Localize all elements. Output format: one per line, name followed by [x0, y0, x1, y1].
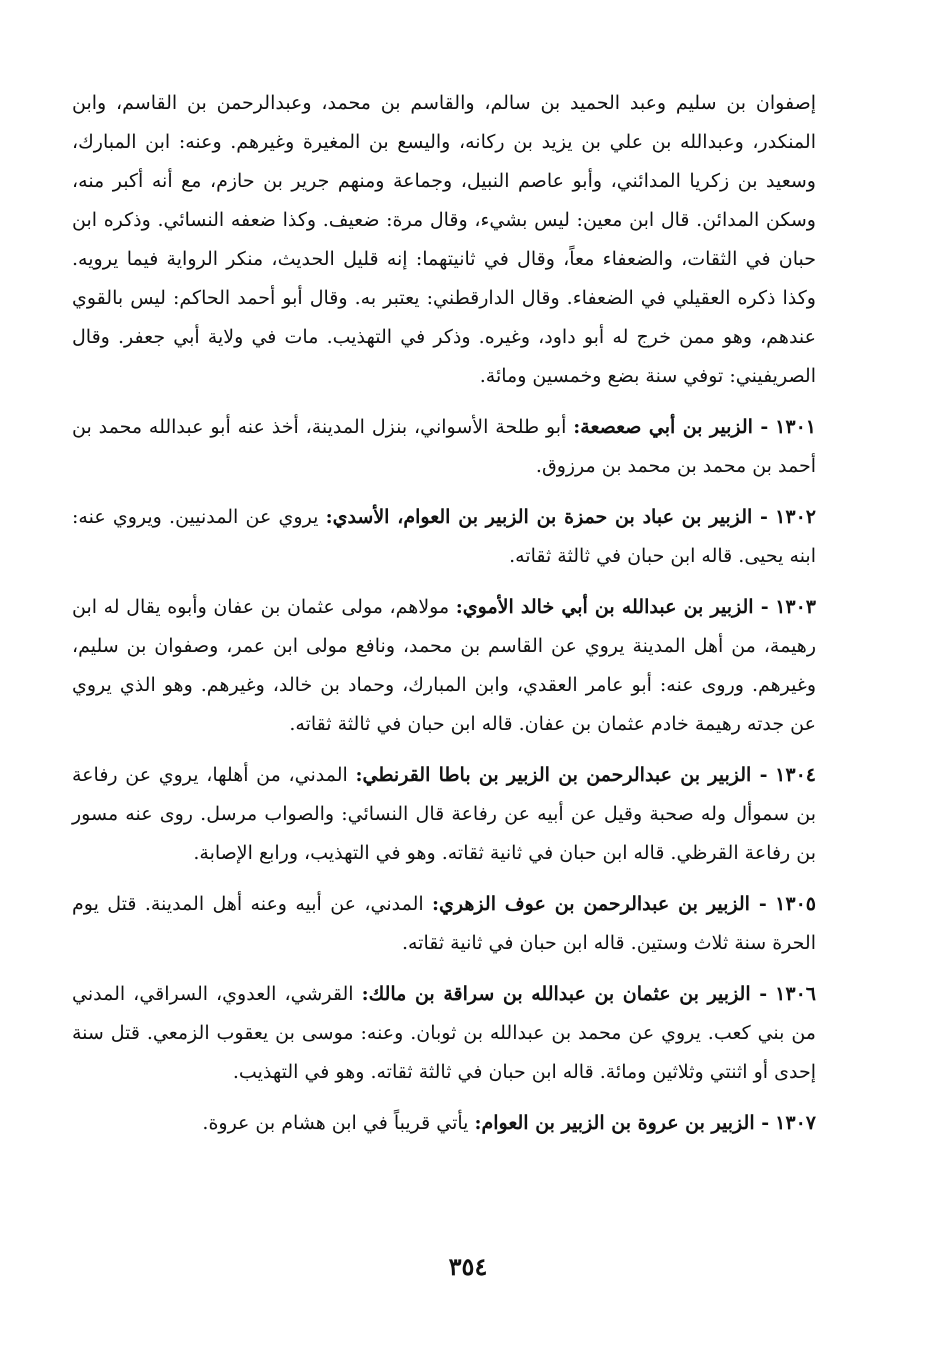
entry-1301	[72, 408, 816, 486]
entry-text: يروي عن المدنيين. ويروي عنه: ابنه يحيى. قاله ابن حبان في ثالثة ثقاته.	[72, 506, 816, 567]
entry-number: ١٣٠٧	[775, 1112, 816, 1134]
entry-text: القرشي، العدوي، السراقي، المدني من بني كعب. يروي عن محمد بن عبدالله بن ثوبان. وعنه: موسى بن يعقوب الزمعي. قتل سنة إحدى أو اثنتي وثلاثين ومائة. قاله ابن حبان في ثالثة ثقاته. وهو في التهذيب.	[72, 983, 816, 1083]
entry-number: ١٣٠٢	[775, 506, 816, 528]
entry-name: الزبير بن عباد بن حمزة بن الزبير بن العوام، الأسدي:	[325, 506, 753, 528]
entry-text: المدني، من أهلها، يروي عن رفاعة بن سموأل وله صحبة وقيل عن أبيه عن رفاعة قال النسائي: والصواب مرسل. روى عنه مسور بن رفاعة القرظي. قاله ابن حبان في ثانية ثقاته. وهو في التهذيب، ورابع الإصابة.	[72, 764, 816, 864]
entry-text: المدني، عن أبيه وعنه أهل المدينة. قتل يوم الحرة سنة ثلاث وستين. قاله ابن حبان في ثانية ثقاته.	[72, 893, 816, 954]
entry-number: ١٣٠٤	[775, 764, 816, 786]
entry-name: الزبير بن أبي صعصعة:	[573, 416, 753, 438]
page-number: ٣٥٤	[448, 1252, 488, 1281]
main-text	[72, 84, 816, 1143]
entry-number: ١٣٠٦	[775, 983, 816, 1005]
entry-dash: -	[751, 764, 768, 786]
entry-text: أبو طلحة الأسواني، بنزل المدينة، أخذ عنه أبو عبدالله محمد بن أحمد بن محمد بن محمد بن مرزوق.	[72, 416, 816, 477]
entry-number: ١٣٠٣	[775, 596, 817, 618]
entry-dash: -	[752, 506, 768, 528]
entry-name: الزبير بن عبدالرحمن بن الزبير بن باطا القرنطي:	[355, 764, 752, 786]
entry-text: يأتي قريباً في ابن هشام بن عروة.	[202, 1112, 469, 1134]
entry-name: الزبير بن عبدالرحمن بن عوف الزهري:	[432, 893, 750, 915]
entry-dash: -	[750, 983, 768, 1005]
entry-1304	[72, 756, 816, 873]
entry-1307	[72, 1104, 816, 1143]
entry-dash: -	[752, 416, 769, 438]
entry-number: ١٣٠١	[775, 416, 816, 438]
entry-1303	[72, 588, 816, 744]
entry-text: مولاهم، مولى عثمان بن عفان وأبوه يقال له ابن رهيمة، من أهل المدينة يروي عن القاسم بن محمد، ونافع مولى ابن عمر، وصفوان بن سليم، وغيرهم. وروى عنه: أبو عامر العقدي، وابن المبارك، وحماد بن خالد، وغيرهم. وهو الذي يروي عن جدته رهيمة خادم عثمان بن عفان. قاله ابن حبان في ثالثة ثقاته.	[72, 596, 816, 735]
intro-paragraph: إصفوان بن سليم وعبد الحميد بن سالم، والقاسم بن محمد، وعبدالرحمن بن القاسم، وابن المنكدر، وعبدالله بن علي بن يزيد بن ركانه، واليسع بن المغيرة وغيرهم. وعنه: ابن المبارك، وسعيد بن زكريا المدائني، وأبو عاصم النبيل، وجماعة ومنهم جرير بن حازم، مع أنه أكبر منه، وسكن المدائن. قال ابن معين: ليس بشيء، وقال مرة: ضعيف. وكذا ضعفه النسائي. وذكره ابن حبان في الثقات، والضعفاء معاً، وقال في ثانيتهما: إنه قليل الحديث، منكر الرواية فيما يرويه. وكذا ذكره العقيلي في الضعفاء. وقال الدارقطني: يعتبر به. وقال أبو أحمد الحاكم: ليس بالقوي عندهم، وهو ممن خرج له أبو داود، وغيره. وذكر في التهذيب. مات في ولاية أبي جعفر. وقال الصريفيني: توفي سنة بضع وخمسين ومائة.	[72, 92, 816, 387]
entry-name: الزبير بن عروة بن الزبير بن العوام:	[474, 1112, 755, 1134]
entry-1302	[72, 498, 816, 576]
entry-dash: -	[753, 596, 769, 618]
entry-1306	[72, 975, 816, 1092]
entry-dash: -	[754, 1112, 770, 1134]
entry-dash: -	[749, 893, 767, 915]
entry-name: الزبير بن عثمان بن عبدالله بن سراقة بن مالك:	[361, 983, 751, 1005]
entry-name: الزبير بن عبدالله بن أبي خالد الأموي:	[455, 596, 754, 618]
entry-number: ١٣٠٥	[775, 893, 816, 915]
entry-1305	[72, 885, 816, 963]
